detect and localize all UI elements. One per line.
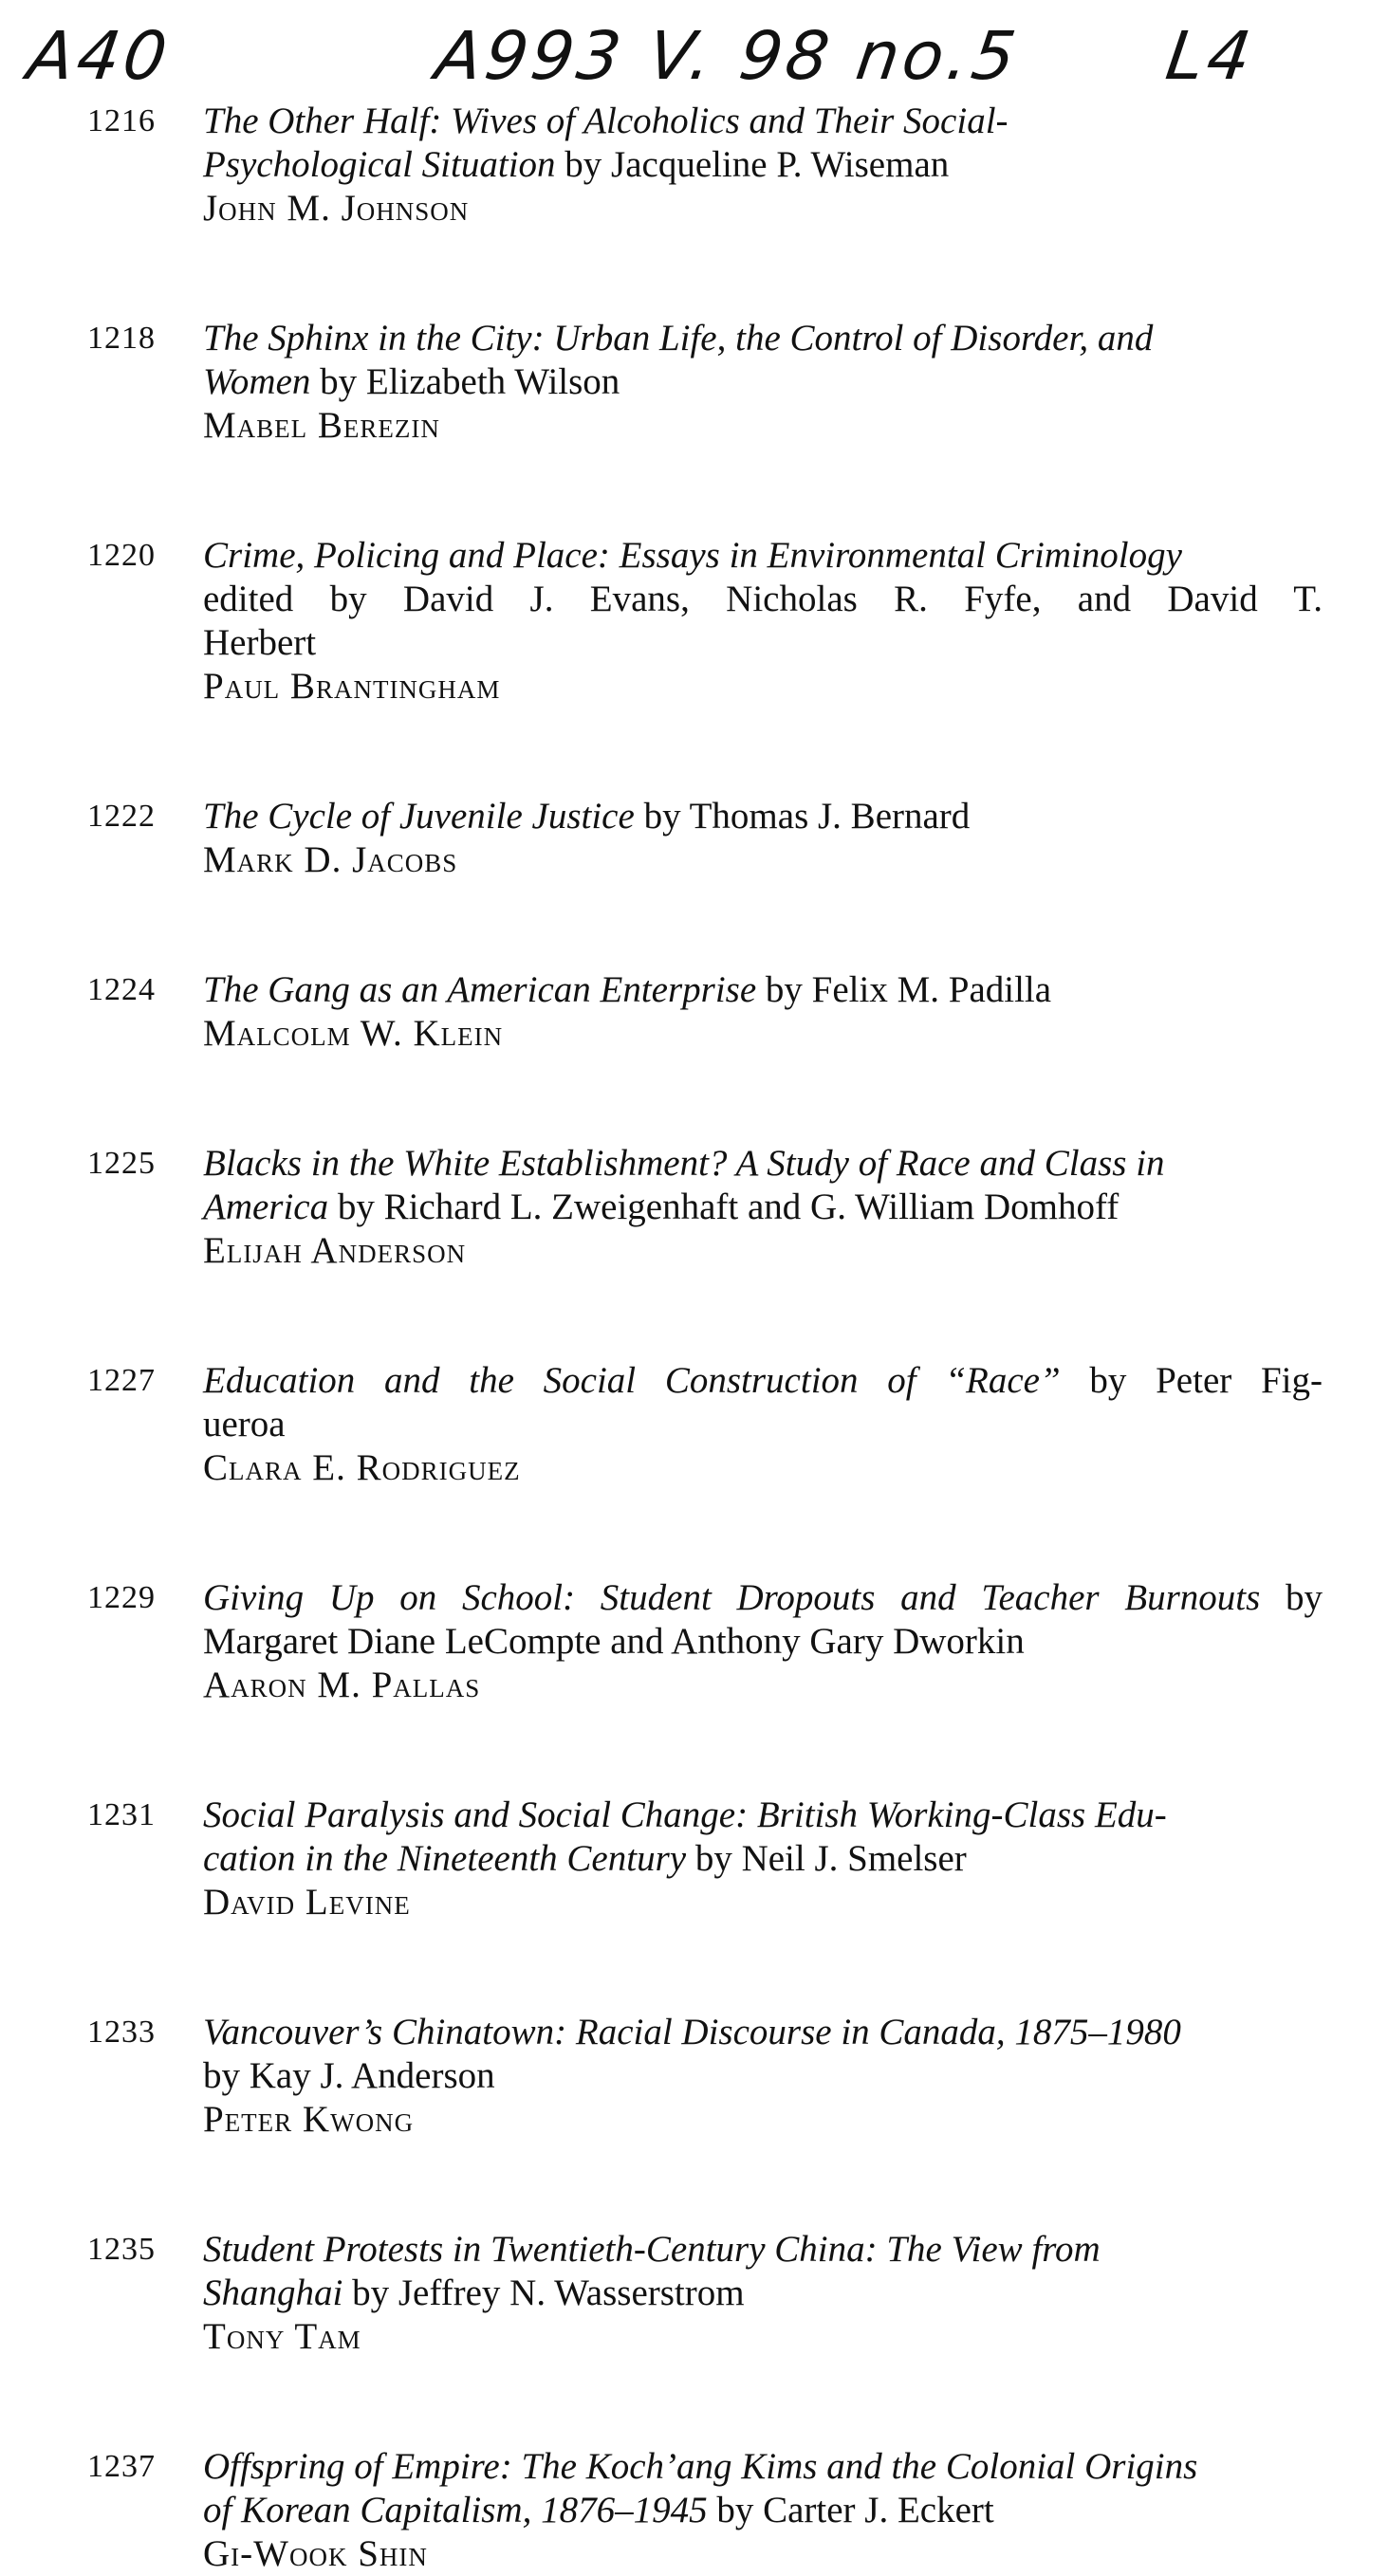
- page-number: 1216: [87, 103, 156, 138]
- entry-text: [203, 968, 1323, 1056]
- entry-text: [203, 1576, 1323, 1707]
- entry-text: [203, 2228, 1323, 2359]
- book-title-line: Vancouver’s Chinatown: Racial Discourse in Canada, 1875–1980: [203, 2012, 1181, 2052]
- list-item: [0, 1359, 1388, 1490]
- entry-line: [203, 143, 1323, 187]
- byline: by: [1260, 1577, 1323, 1618]
- book-title-line: Crime, Policing and Place: Essays in Environmental Criminology: [203, 535, 1182, 576]
- book-title-line: Psychological Situation: [203, 144, 556, 185]
- handwritten-annotation: [23, 17, 1357, 112]
- entry-text: [203, 1359, 1323, 1490]
- page-number: 1233: [87, 2015, 156, 2050]
- reviewer-name: Clara E. Rodriguez: [203, 1447, 521, 1488]
- book-title-line: Offspring of Empire: The Koch’ang Kims and the Colonial Origins: [203, 2446, 1198, 2487]
- page-number: 1218: [87, 321, 156, 356]
- reviewer-name: Tony Tam: [203, 2316, 361, 2357]
- entry-text: [203, 2011, 1323, 2142]
- editors-line: edited by David J. Evans, Nicholas R. Fyfe, and David T.: [203, 579, 1323, 619]
- reviewer-name: Mabel Berezin: [203, 405, 440, 446]
- list-item: [0, 1142, 1388, 1273]
- list-item: [0, 100, 1388, 230]
- entry-text: [203, 1142, 1323, 1273]
- book-title: The Cycle of Juvenile Justice: [203, 796, 635, 837]
- byline: by Kay J. Anderson: [203, 2055, 495, 2096]
- reviewer-name: Malcolm W. Klein: [203, 1013, 504, 1054]
- page-number: 1231: [87, 1797, 156, 1832]
- byline: by Peter Fig-: [1060, 1360, 1323, 1401]
- reviewer-name: David Levine: [203, 1882, 411, 1923]
- list-item: [0, 317, 1388, 448]
- book-title: Giving Up on School: Student Dropouts and Teacher Burnouts: [203, 1577, 1261, 1618]
- reviewer-name: Peter Kwong: [203, 2099, 415, 2140]
- book-title-line: Social Paralysis and Social Change: British Working-Class Edu-: [203, 1794, 1167, 1835]
- list-item: [0, 795, 1388, 882]
- reviewer-name: Gi-Wook Shin: [203, 2533, 428, 2574]
- book-title-line: America: [203, 1187, 329, 1227]
- list-item: [0, 2228, 1388, 2359]
- byline-continued: Margaret Diane LeCompte and Anthony Gary Dworkin: [203, 1621, 1025, 1662]
- reviewer-name: Paul Brantingham: [203, 666, 501, 707]
- byline: by Jacqueline P. Wiseman: [555, 144, 950, 185]
- book-title-line: Blacks in the White Establishment? A Study of Race and Class in: [203, 1143, 1165, 1184]
- book-title-line: The Other Half: Wives of Alcoholics and Their Social-: [203, 101, 1009, 141]
- page-number: 1229: [87, 1580, 156, 1615]
- byline: by Felix M. Padilla: [756, 969, 1052, 1010]
- byline: by Neil J. Smelser: [686, 1838, 967, 1879]
- byline: by Elizabeth Wilson: [310, 361, 620, 402]
- entry-line: [203, 1576, 1323, 1620]
- handwritten-shelf-mark: L4: [1161, 17, 1260, 95]
- page-number: 1237: [87, 2449, 156, 2484]
- handwritten-call-number: A40: [23, 17, 176, 95]
- page-number: 1220: [87, 538, 156, 573]
- entry-line: [203, 968, 1323, 1012]
- page-number: 1225: [87, 1146, 156, 1181]
- byline: by Jeffrey N. Wasserstrom: [342, 2272, 745, 2313]
- page-number: 1235: [87, 2232, 156, 2267]
- entry-line: [203, 2489, 1323, 2532]
- entry-text: [203, 317, 1323, 448]
- page-number: 1222: [87, 799, 156, 834]
- entry-line: [203, 2272, 1323, 2315]
- entry-text: [203, 100, 1323, 230]
- list-item: [0, 2011, 1388, 2142]
- entry-line: [203, 1837, 1323, 1881]
- entry-line: [203, 1359, 1323, 1403]
- entry-text: [203, 795, 1323, 882]
- entry-line: [203, 1186, 1323, 1229]
- reviewer-name: John M. Johnson: [203, 188, 470, 229]
- page-number: 1227: [87, 1363, 156, 1398]
- entry-text: [203, 2445, 1323, 2576]
- byline: by Richard L. Zweigenhaft and G. William Domhoff: [328, 1187, 1120, 1227]
- book-title: The Gang as an American Enterprise: [203, 969, 757, 1010]
- list-item: [0, 1576, 1388, 1707]
- byline: by Carter J. Eckert: [707, 2490, 994, 2530]
- list-item: [0, 1794, 1388, 1924]
- editors-line: Herbert: [203, 622, 317, 663]
- entry-text: [203, 534, 1323, 708]
- book-title-line: of Korean Capitalism, 1876–1945: [203, 2490, 708, 2530]
- book-title-line: Student Protests in Twentieth-Century China: The View from: [203, 2229, 1101, 2270]
- reviewer-name: Aaron M. Pallas: [203, 1665, 481, 1705]
- book-title: Education and the Social Construction of “Race”: [203, 1360, 1061, 1401]
- reviewer-name: Mark D. Jacobs: [203, 839, 458, 880]
- byline: by Thomas J. Bernard: [634, 796, 971, 837]
- byline-continued: ueroa: [203, 1404, 286, 1444]
- page-number: 1224: [87, 972, 156, 1007]
- list-item: [0, 2445, 1388, 2576]
- book-title-line: cation in the Nineteenth Century: [203, 1838, 687, 1879]
- book-title-line: The Sphinx in the City: Urban Life, the Control of Disorder, and: [203, 318, 1154, 359]
- book-title-line: Shanghai: [203, 2272, 343, 2313]
- handwritten-volume-info: A993 V. 98 no.5: [431, 17, 1025, 95]
- list-item: [0, 534, 1388, 708]
- book-title-line: Women: [203, 361, 311, 402]
- list-item: [0, 968, 1388, 1056]
- reviewer-name: Elijah Anderson: [203, 1230, 467, 1271]
- book-review-list: [0, 100, 1388, 2576]
- entry-line: [203, 795, 1323, 838]
- entry-line: [203, 360, 1323, 404]
- entry-text: [203, 1794, 1323, 1924]
